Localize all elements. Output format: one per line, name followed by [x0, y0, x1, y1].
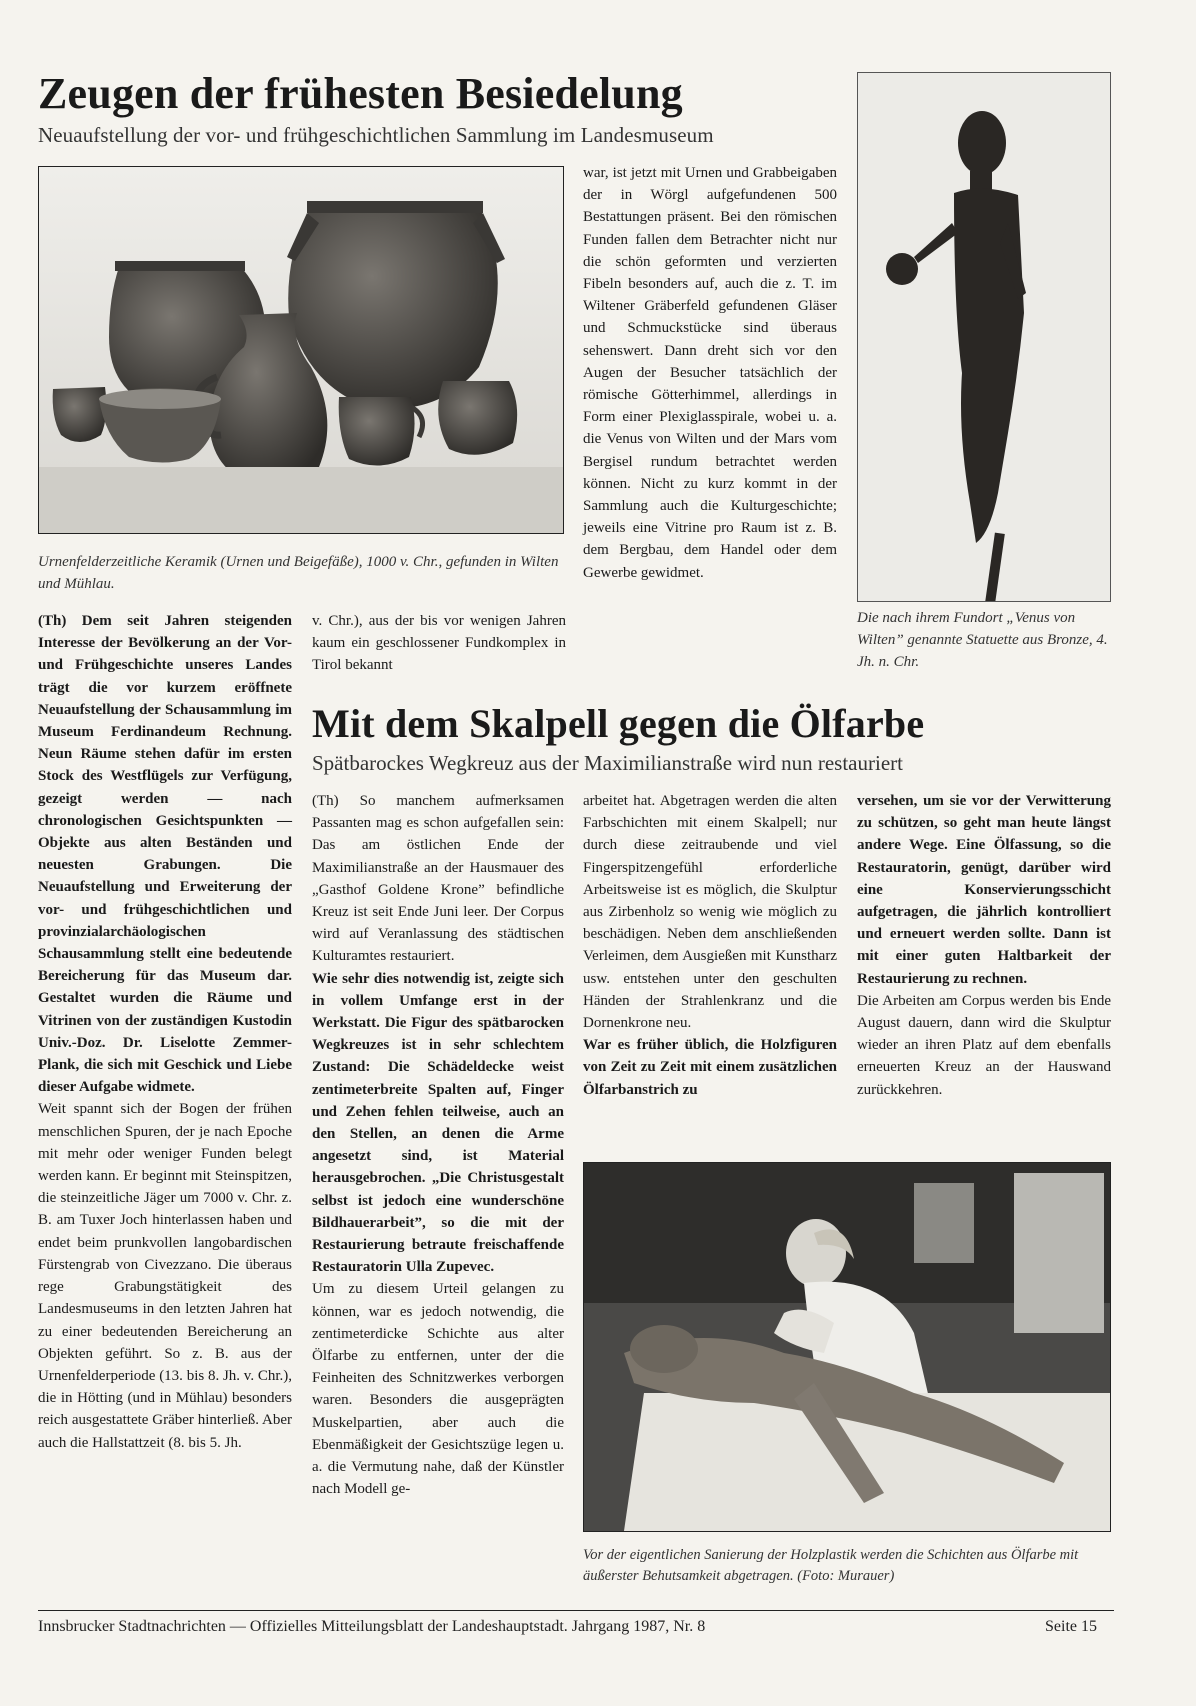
article2-column-2	[583, 790, 837, 1101]
pottery-photo-caption: Urnenfelderzeitliche Keramik (Urnen und Beigefäße), 1000 v. Chr., gefunden in Wilten und Mühlau.	[38, 554, 559, 592]
article1-column-1	[38, 610, 292, 1454]
restoration-photo-caption: Vor der eigentlichen Sanierung der Holzplastik werden die Schichten aus Ölfarbe mit äußerster Behutsamkeit abgetragen. (Foto: Murauer)	[583, 1547, 1079, 1584]
article1-body-1: Weit spannt sich der Bogen der frühen menschlichen Spuren, der je nach Epoche mit mehr oder weniger Funden belegt werden kann. Er beginnt mit Steinspitzen, die steinzeitliche Jäger um 7000 v. Chr. z. B. am Tuxer Joch hinterlassen haben und endet beim prunkvollen langobardischen Fürstengrab von Civezzano. Die überaus rege Grabungstätigkeit des Landesmuseums in den letzten Jahren hat zu einer bedeutenden Bereicherung an Objekten geführt. So z. B. aus der Urnenfelderperiode (13. bis 8. Jh. v. Chr.), die in Hötting (und in Mühlau) besonders reich ausgestattete Gräber hinterließ. Aber auch die Hallstattzeit (8. bis 5. Jh.	[38, 1101, 292, 1451]
article2-subheadline: Spätbarockes Wegkreuz aus der Maximilianstraße wird nun restauriert	[312, 751, 903, 775]
article2-col3-bold: versehen, um sie vor der Verwitterung zu schützen, so geht man heute längst andere Wege. Eine Ölfassung, so die Restauratorin, genügt, darüber wird eine Konservierungsschicht aufgetragen, die jährlich kontrolliert und erneuert werden sollte. Dann ist mit einer guten Haltbarkeit der Restaurierung zu rechnen.	[857, 793, 1111, 987]
article2-column-3	[857, 790, 1111, 1101]
pottery-photo	[38, 166, 564, 534]
article2-column-1	[312, 790, 564, 1501]
article2-col3-normal: Die Arbeiten am Corpus werden bis Ende August dauern, dann wird die Skulptur wieder an ihren Platz auf dem ebenfalls erneuerten Kreuz an der Hauswand zurückkehren.	[857, 992, 1111, 1098]
article2-col1-bold: Wie sehr dies notwendig ist, zeigte sich in vollem Umfange erst in der Werkstatt. Die Figur des spätbarocken Wegkreuzes ist in sehr schlechtem Zustand: Die Schädeldecke weist zentimeterbreite Spalten auf, Finger und Zehen fehlen teilweise, auch an den Stellen, an denen die Arme angesetzt sind, ist Material herausgebrochen. „Die Christusgestalt selbst ist jedoch eine wunderschöne Bildhauerarbeit”, so die mit der Restaurierung betraute freischaffende Restauratorin Ulla Zupevec.	[312, 970, 564, 1276]
article2-col2-normal: arbeitet hat. Abgetragen werden die alten Farbschichten mit einem Skalpell; nur durch diese zeitraubende und viel Fingerspitzengefühl erforderliche Arbeitsweise ist es möglich, die Skulptur aus Zirbenholz so wenig wie möglich zu beschädigen. Neben dem anschließenden Verleimen, dem Ausgießen mit Kunstharz usw. entstehen unter den geschulten Händen der Strahlenkranz und die Dornenkrone neu.	[583, 793, 837, 1032]
restoration-photo	[583, 1162, 1111, 1532]
article2-headline: Mit dem Skalpell gegen die Ölfarbe	[312, 701, 925, 746]
article1-body-3: war, ist jetzt mit Urnen und Grabbeigaben der in Wörgl aufgefundenen 500 Bestattungen präsent. Bei den römischen Funden fallen dem Betrachter nicht nur die schön geformten und verzierten Fibeln besonders auf, auch die z. T. im Wiltener Gräberfeld gefundenen Gläser und Schmuckstücke sind überaus sehenswert. Dann dreht sich vor den Augen der Besucher tatsächlich der römische Götterhimmel, allerdings in Form einer Plexiglasspirale, wobei u. a. die Venus von Wilten und der Mars vom Bergisel rundum betrachtet werden können. Nicht zu kurz kommt in der Sammlung auch die Kulturgeschichte; jeweils eine Vitrine pro Raum ist z. B. dem Bergbau, dem Handel oder dem Gewerbe gewidmet.	[583, 165, 837, 581]
article1-subheadline: Neuaufstellung der vor- und frühgeschichtlichen Sammlung im Landesmuseum	[38, 123, 714, 147]
article1-lead: (Th) Dem seit Jahren steigenden Interesse der Bevölkerung an der Vor- und Frühgeschichte unseres Landes trägt die vor kurzem eröffnete Neuaufstellung der Schausammlung im Museum Ferdinandeum Rechnung. Neun Räume stehen dafür im ersten Stock des Westflügels zur Verfügung, gezeigt werden — nach chronologischen Gesichtspunkten — Objekte aus alten Beständen und neuesten Grabungen. Die Neuaufstellung und Erweiterung der vor- und frühgeschichtlichen und provinzialarchäologischen Schausammlung stellt eine bedeutende Bereicherung für das Museum dar. Gestaltet wurden die Räume und Vitrinen von der zuständigen Kustodin Univ.-Doz. Dr. Liselotte Zemmer-Plank, die sich mit Geschick und Liebe dieser Aufgabe widmete.	[38, 613, 292, 1096]
footer-page-number: Seite 15	[1045, 1618, 1097, 1635]
article1-body-2: v. Chr.), aus der bis vor wenigen Jahren kaum ein geschlossener Fundkomplex in Tirol bekannt	[312, 613, 566, 674]
article2-col1-tail: Um zu diesem Urteil gelangen zu können, war es jedoch notwendig, die zentimeterdicke Schichte aus alter Ölfarbe zu entfernen, unter der die Feinheiten des Schnitzwerkes verborgen waren. Besonders die ausgeprägten Muskelpartien, aber auch die Ebenmäßigkeit der Gesichtszüge legen u. a. die Vermutung nahe, daß der Künstler nach Modell ge-	[312, 1281, 564, 1498]
article1-column-2	[312, 610, 566, 677]
pottery-illustration	[39, 167, 563, 533]
venus-statue-caption: Die nach ihrem Fundort „Venus von Wilten” genannte Statuette aus Bronze, 4. Jh. n. Chr.	[857, 610, 1108, 670]
article1-column-3	[583, 162, 837, 584]
footer-publication: Innsbrucker Stadtnachrichten — Offizielles Mitteilungsblatt der Landeshauptstadt. Jahrgang 1987, Nr. 8	[38, 1618, 706, 1635]
article2-col2-bold: War es früher üblich, die Holzfiguren von Zeit zu Zeit mit einem zusätzlichen Ölfarbanstrich zu	[583, 1037, 837, 1098]
restoration-illustration	[584, 1163, 1110, 1531]
venus-statue-photo	[857, 72, 1111, 602]
statue-illustration	[858, 73, 1110, 601]
article2-col1-intro: (Th) So manchem aufmerksamen Passanten mag es schon aufgefallen sein: Das am östlichen Ende der Maximilianstraße an der Hausmauer des „Gasthof Goldene Krone” befindliche Kreuz ist seit Ende Juni leer. Der Corpus wird auf Veranlassung des städtischen Kulturamtes restauriert.	[312, 793, 564, 965]
article1-headline: Zeugen der frühesten Besiedelung	[38, 69, 683, 118]
footer-rule	[38, 1610, 1114, 1611]
